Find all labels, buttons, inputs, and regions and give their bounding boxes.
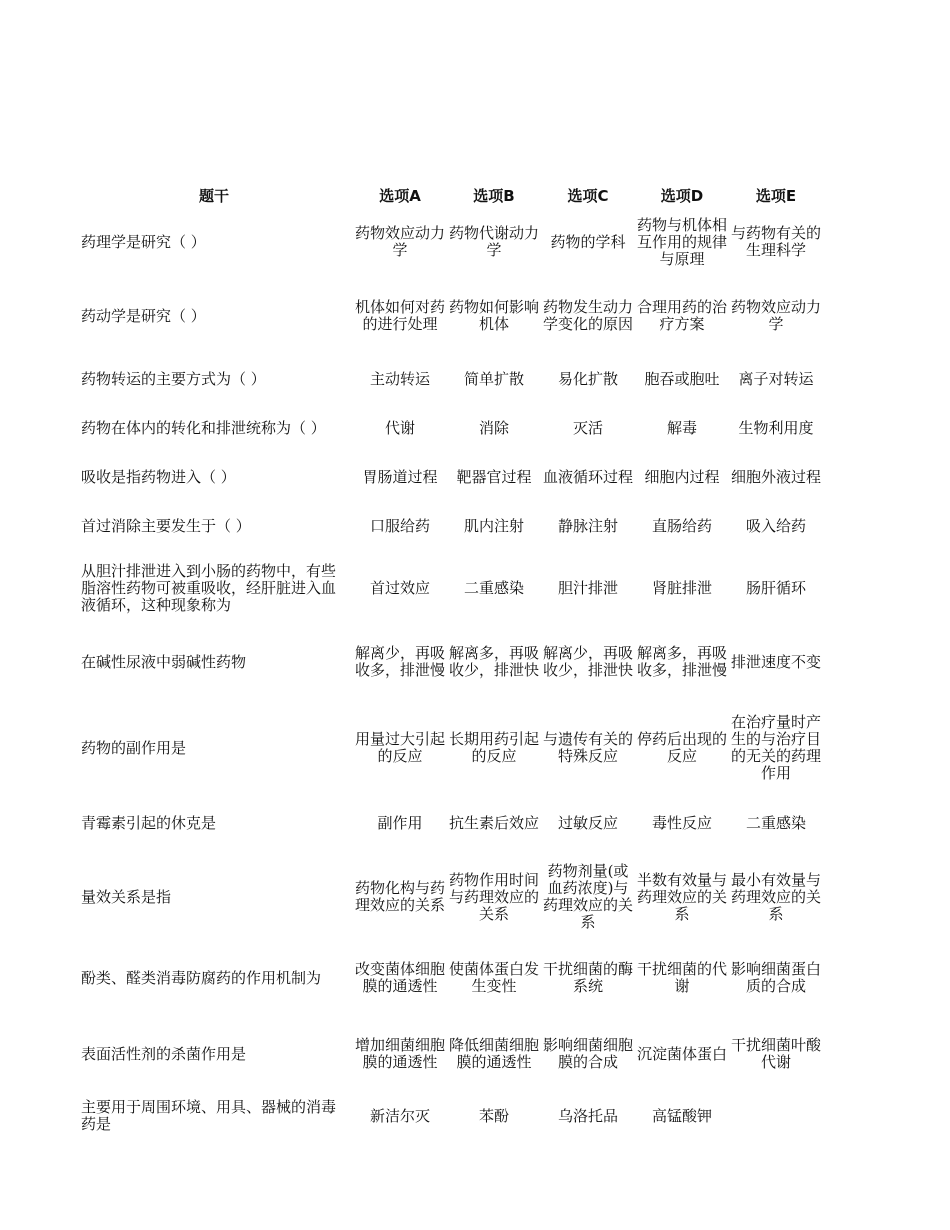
table-row bbox=[75, 852, 823, 942]
option-d: 停药后出现的反应 bbox=[636, 730, 727, 765]
option-b: 使菌体蛋白发生变性 bbox=[448, 960, 539, 995]
option-d: 肾脏排泄 bbox=[651, 578, 712, 597]
option-e: 肠肝循环 bbox=[745, 578, 806, 597]
question-stem: 药物转运的主要方式为（ ） bbox=[81, 369, 266, 388]
table-row bbox=[75, 554, 823, 622]
option-e: 吸入给药 bbox=[745, 516, 806, 535]
option-b: 长期用药引起的反应 bbox=[448, 730, 539, 765]
question-table bbox=[75, 180, 823, 1138]
option-a: 主动转运 bbox=[369, 369, 430, 388]
option-c: 药物剂量(或血药浓度)与药理效应的关系 bbox=[542, 862, 633, 931]
question-stem: 药动学是研究（ ） bbox=[81, 306, 206, 325]
option-d: 高锰酸钾 bbox=[651, 1106, 712, 1125]
option-e: 排泄速度不变 bbox=[730, 652, 821, 671]
option-c: 易化扩散 bbox=[557, 369, 618, 388]
table-row bbox=[75, 498, 823, 554]
table-row bbox=[75, 942, 823, 1014]
option-e: 离子对转运 bbox=[738, 369, 814, 388]
option-a: 新洁尔灭 bbox=[369, 1106, 430, 1125]
option-b: 药物如何影响机体 bbox=[448, 298, 539, 333]
option-a: 副作用 bbox=[377, 813, 423, 832]
option-d: 细胞内过程 bbox=[644, 467, 720, 486]
option-e: 药物效应动力学 bbox=[730, 298, 821, 333]
option-c: 过敏反应 bbox=[557, 813, 618, 832]
option-e: 在治疗量时产生的与治疗目的无关的药理作用 bbox=[730, 713, 821, 782]
option-e: 影响细菌蛋白质的合成 bbox=[730, 960, 821, 995]
table-row bbox=[75, 400, 823, 456]
option-c: 药物发生动力学变化的原因 bbox=[542, 298, 633, 333]
option-a: 增加细菌细胞膜的通透性 bbox=[354, 1036, 445, 1071]
option-c: 药物的学科 bbox=[550, 232, 626, 251]
option-d: 解离多，再吸收多，排泄慢 bbox=[636, 644, 727, 679]
option-a: 用量过大引起的反应 bbox=[354, 730, 445, 765]
option-b: 靶器官过程 bbox=[456, 467, 532, 486]
table-row bbox=[75, 702, 823, 794]
question-stem: 青霉素引起的休克是 bbox=[81, 813, 217, 832]
question-stem: 吸收是指药物进入（ ） bbox=[81, 467, 236, 486]
option-a: 药物化构与药理效应的关系 bbox=[354, 879, 445, 914]
option-a: 首过效应 bbox=[369, 578, 430, 597]
option-a: 解离少，再吸收多，排泄慢 bbox=[354, 644, 445, 679]
option-e: 生物利用度 bbox=[738, 418, 814, 437]
header-stem: 题干 bbox=[198, 186, 229, 205]
option-d: 药物与机体相互作用的规律与原理 bbox=[636, 215, 727, 268]
option-d: 沉淀菌体蛋白 bbox=[636, 1044, 727, 1063]
option-e: 细胞外液过程 bbox=[730, 467, 821, 486]
header-option-a: 选项A bbox=[379, 186, 421, 205]
option-b: 简单扩散 bbox=[463, 369, 524, 388]
option-d: 直肠给药 bbox=[651, 516, 712, 535]
question-stem: 从胆汁排泄进入到小肠的药物中，有些脂溶性药物可被重吸收，经肝脏进入血液循环，这种现象称为 bbox=[81, 561, 337, 614]
option-b: 肌内注射 bbox=[463, 516, 524, 535]
option-d: 毒性反应 bbox=[651, 813, 712, 832]
option-c: 与遗传有关的特殊反应 bbox=[542, 730, 633, 765]
option-c: 胆汁排泄 bbox=[557, 578, 618, 597]
table-row bbox=[75, 274, 823, 358]
option-b: 消除 bbox=[478, 418, 509, 437]
option-b: 二重感染 bbox=[463, 578, 524, 597]
option-a: 药物效应动力学 bbox=[354, 224, 445, 259]
table-row bbox=[75, 622, 823, 702]
option-c: 乌洛托品 bbox=[557, 1106, 618, 1125]
option-d: 干扰细菌的代谢 bbox=[636, 960, 727, 995]
table-row bbox=[75, 794, 823, 852]
option-e: 二重感染 bbox=[745, 813, 806, 832]
question-stem: 首过消除主要发生于（ ） bbox=[81, 516, 251, 535]
option-e: 与药物有关的生理科学 bbox=[730, 224, 821, 259]
table-row bbox=[75, 1014, 823, 1094]
header-option-d: 选项D bbox=[660, 186, 704, 205]
option-c: 血液循环过程 bbox=[542, 467, 633, 486]
table-row bbox=[75, 1094, 823, 1138]
table-row bbox=[75, 456, 823, 498]
option-b: 解离多，再吸收少，排泄快 bbox=[448, 644, 539, 679]
option-b: 药物作用时间与药理效应的关系 bbox=[448, 870, 539, 923]
header-option-e: 选项E bbox=[755, 186, 797, 205]
option-c: 解离少，再吸收少，排泄快 bbox=[542, 644, 633, 679]
option-a: 改变菌体细胞膜的通透性 bbox=[354, 960, 445, 995]
option-c: 干扰细菌的酶系统 bbox=[542, 960, 633, 995]
option-b: 降低细菌细胞膜的通透性 bbox=[448, 1036, 539, 1071]
option-c: 影响细菌细胞膜的合成 bbox=[542, 1036, 633, 1071]
option-a: 胃肠道过程 bbox=[362, 467, 438, 486]
header-option-c: 选项C bbox=[567, 186, 609, 205]
question-stem: 量效关系是指 bbox=[81, 887, 172, 906]
question-stem: 药理学是研究（ ） bbox=[81, 232, 206, 251]
question-stem: 在碱性尿液中弱碱性药物 bbox=[81, 652, 247, 671]
question-stem: 酚类、醛类消毒防腐药的作用机制为 bbox=[81, 968, 322, 987]
option-b: 抗生素后效应 bbox=[448, 813, 539, 832]
option-d: 解毒 bbox=[666, 418, 697, 437]
option-d: 半数有效量与药理效应的关系 bbox=[636, 870, 727, 923]
option-c: 静脉注射 bbox=[557, 516, 618, 535]
header-row bbox=[75, 180, 823, 210]
option-c: 灭活 bbox=[572, 418, 603, 437]
option-d: 胞吞或胞吐 bbox=[644, 369, 720, 388]
option-e bbox=[729, 1094, 823, 1138]
option-a: 口服给药 bbox=[369, 516, 430, 535]
table-row bbox=[75, 210, 823, 274]
option-e: 干扰细菌叶酸代谢 bbox=[730, 1036, 821, 1071]
header-option-b: 选项B bbox=[473, 186, 515, 205]
question-stem: 药物的副作用是 bbox=[81, 738, 187, 757]
question-stem: 主要用于周围环境、用具、器械的消毒药是 bbox=[81, 1098, 337, 1133]
option-d: 合理用药的治疗方案 bbox=[636, 298, 727, 333]
option-b: 药物代谢动力学 bbox=[448, 224, 539, 259]
table-row bbox=[75, 358, 823, 400]
option-a: 机体如何对药的进行处理 bbox=[354, 298, 445, 333]
option-b: 苯酚 bbox=[478, 1106, 509, 1125]
option-a: 代谢 bbox=[384, 418, 415, 437]
question-sheet bbox=[75, 180, 823, 1138]
question-stem: 表面活性剂的杀菌作用是 bbox=[81, 1044, 247, 1063]
option-e: 最小有效量与药理效应的关系 bbox=[730, 870, 821, 923]
question-stem: 药物在体内的转化和排泄统称为（ ） bbox=[81, 418, 326, 437]
